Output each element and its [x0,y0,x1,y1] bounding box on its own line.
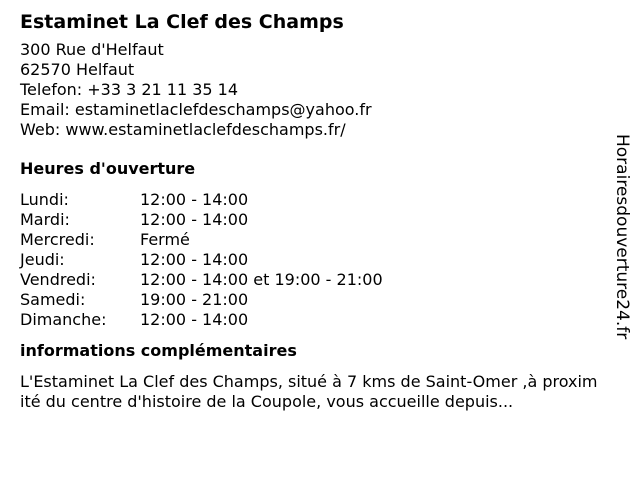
hours-heading: Heures d'ouverture [20,159,196,178]
description-text: L'Estaminet La Clef des Champs, situé à 7 kms de Saint-Omer ,à proximité du centre d'histoire de la Coupole, vous accueille depuis... [20,372,598,411]
day-label: Samedi: [20,290,86,309]
day-label: Mercredi: [20,230,95,249]
time-value: 12:00 - 14:00 [140,190,249,209]
day-label: Vendredi: [20,270,96,289]
hours-row [20,190,610,210]
time-value: 12:00 - 14:00 et 19:00 - 21:00 [140,270,383,289]
business-card [20,10,610,412]
hours-row [20,210,610,230]
hours-row [20,230,610,250]
day-label: Mardi: [20,210,70,229]
address-street: 300 Rue d'Helfaut [20,40,164,59]
web-line: Web: www.estaminetlaclefdeschamps.fr/ [20,120,346,139]
email-line: Email: estaminetlaclefdeschamps@yahoo.fr [20,100,372,119]
time-value: 12:00 - 14:00 [140,310,249,329]
brand-watermark: Horairesdouverture24.fr [612,134,632,340]
hours-row [20,250,610,270]
hours-row [20,290,610,310]
hours-row [20,310,610,330]
time-value: 12:00 - 14:00 [140,250,249,269]
hours-table [20,190,610,330]
time-value: Fermé [140,230,190,249]
day-label: Lundi: [20,190,69,209]
contact-block [20,40,610,140]
time-value: 12:00 - 14:00 [140,210,249,229]
business-name: Estaminet La Clef des Champs [20,11,344,33]
phone-line: Telefon: +33 3 21 11 35 14 [20,80,239,99]
day-label: Dimanche: [20,310,107,329]
address-city: 62570 Helfaut [20,60,135,79]
hours-row [20,270,610,290]
info-heading: informations complémentaires [20,341,297,360]
time-value: 19:00 - 21:00 [140,290,249,309]
day-label: Jeudi: [20,250,65,269]
